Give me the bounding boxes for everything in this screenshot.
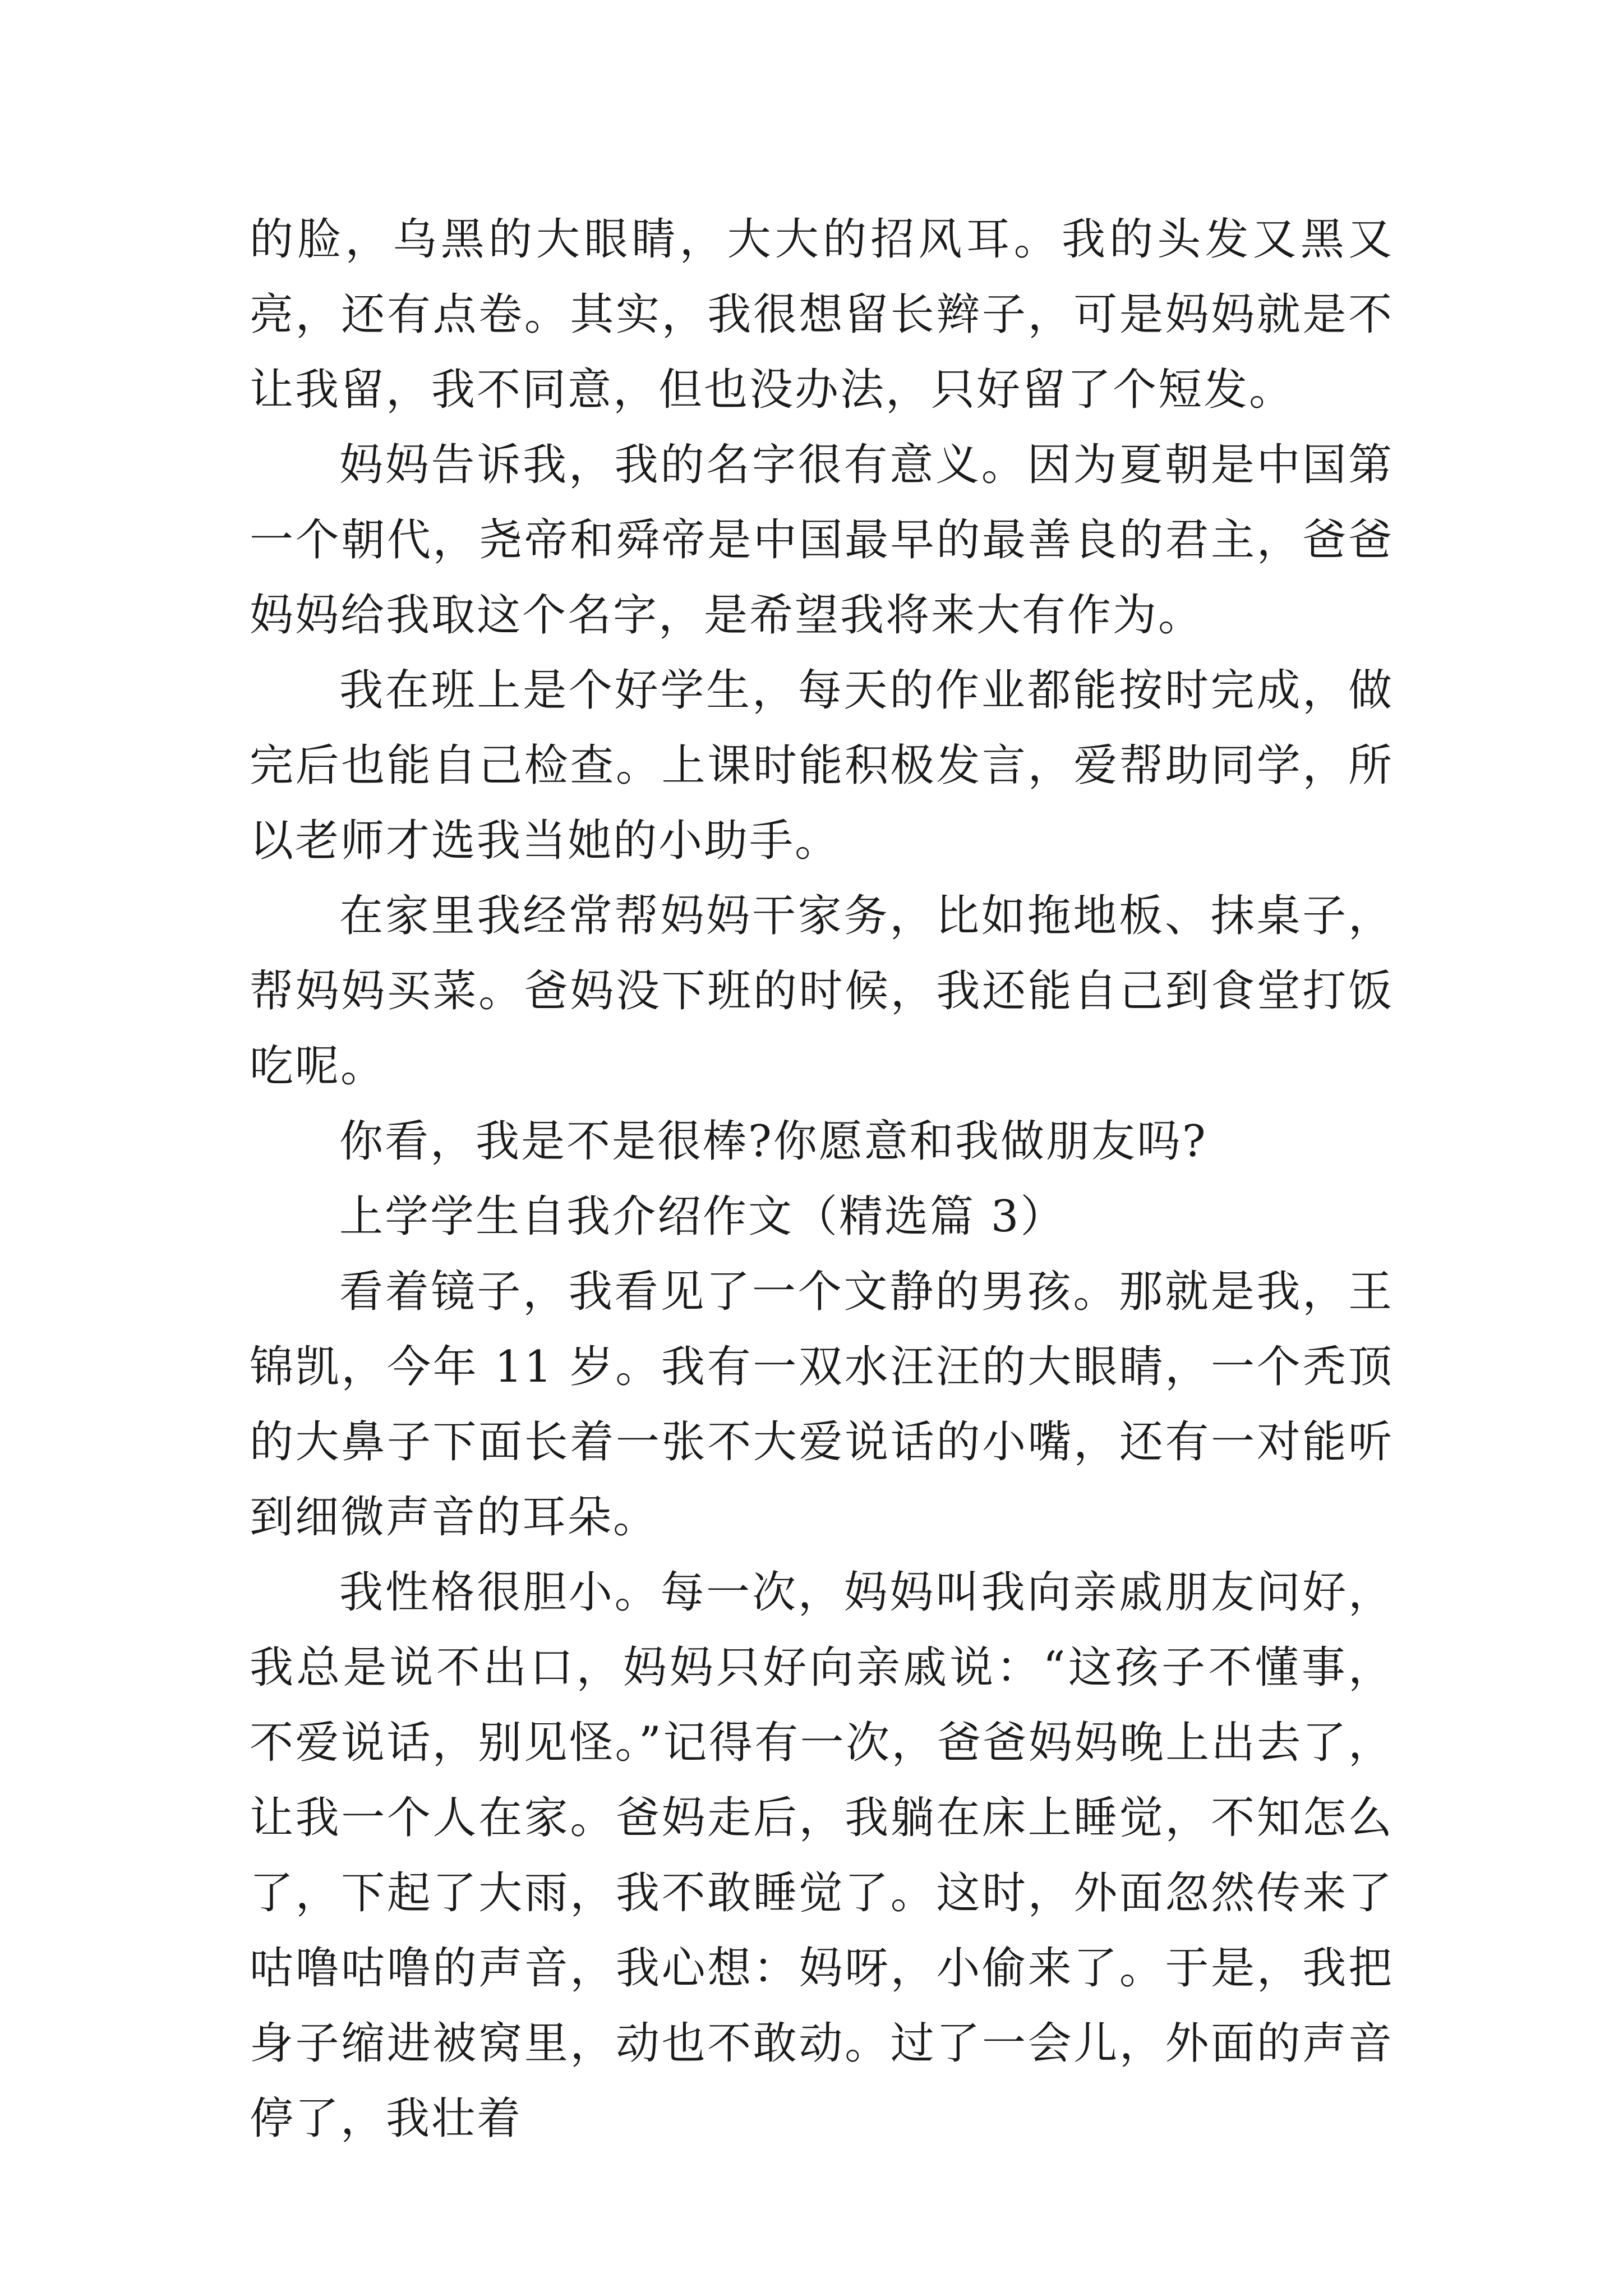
paragraph: 我性格很胆小。每一次，妈妈叫我向亲戚朋友问好，我总是说不出口，妈妈只好向亲戚说：“这孩子不懂事，不爱说话，别见怪。”记得有一次，爸爸妈妈晚上出去了，让我一个人在家。爸妈走后，我躺在床上睡觉，不知怎么了，下起了大雨，我不敢睡觉了。这时，外面忽然传来了咕噜咕噜的声音，我心想：妈呀，小偷来了。于是，我把身子缩进被窝里，动也不敢动。过了一会儿，外面的声音停了，我壮着 — [250, 1567, 1394, 2144]
paragraph: 妈妈告诉我，我的名字很有意义。因为夏朝是中国第一个朝代，尧帝和舜帝是中国最早的最善良的君主，爸爸妈妈给我取这个名字，是希望我将来大有作为。 — [250, 440, 1394, 641]
paragraph: 看着镜子，我看见了一个文静的男孩。那就是我，王锦凯，今年 11 岁。我有一双水汪汪的大眼睛，一个秃顶的大鼻子下面长着一张不大爱说话的小嘴，还有一对能听到细微声音的耳朵。 — [250, 1267, 1394, 1543]
paragraph: 的脸，乌黑的大眼睛，大大的招风耳。我的头发又黑又亮，还有点卷。其实，我很想留长辫子，可是妈妈就是不让我留，我不同意，但也没办法，只好留了个短发。 — [250, 214, 1394, 415]
paragraph: 在家里我经常帮妈妈干家务，比如拖地板、抹桌子，帮妈妈买菜。爸妈没下班的时候，我还能自己到食堂打饭吃呢。 — [250, 891, 1394, 1092]
section-heading: 上学学生自我介绍作文（精选篇 3） — [339, 1191, 1066, 1242]
paragraph: 我在班上是个好学生，每天的作业都能按时完成，做完后也能自己检查。上课时能积极发言，爱帮助同学，所以老师才选我当她的小助手。 — [250, 665, 1394, 866]
paragraph: 你看，我是不是很棒?你愿意和我做朋友吗? — [339, 1116, 1207, 1167]
document-body — [250, 202, 1394, 2156]
